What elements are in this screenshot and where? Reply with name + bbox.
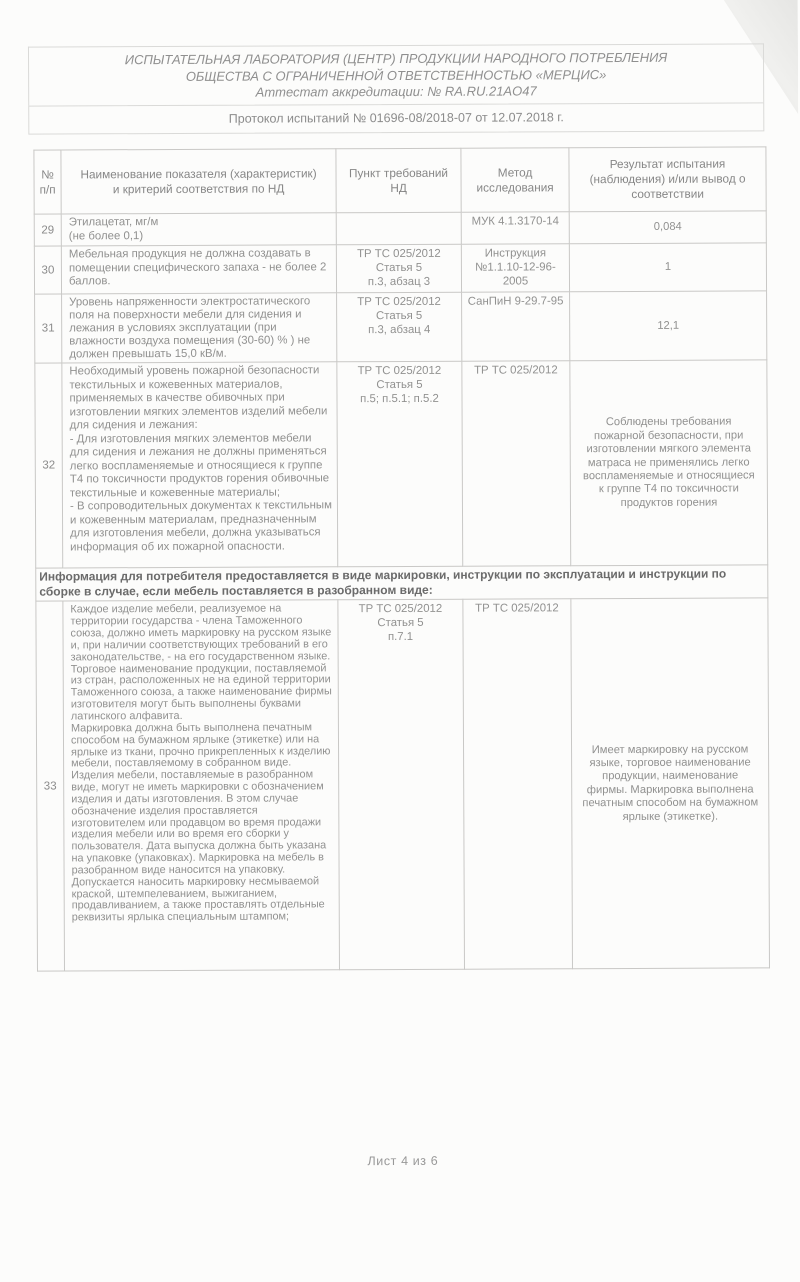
row-number: 32 bbox=[35, 363, 63, 568]
test-result: 0,084 bbox=[569, 211, 766, 244]
indicator-name: Уровень напряженности электростатического поля на поверхности мебели для сидения и лежания в условиях эксплуатации (при влажности воздуха помещения (30-60) % ) не должен превышать 15,0 кВ/м. bbox=[62, 293, 337, 363]
table-header-row bbox=[34, 147, 766, 214]
header-cell-clause: Пункт требований НД bbox=[336, 148, 461, 213]
requirement-clause bbox=[336, 212, 461, 245]
table-row-30 bbox=[34, 243, 766, 295]
lab-title-line1: ИСПЫТАТЕЛЬНАЯ ЛАБОРАТОРИЯ (ЦЕНТР) ПРОДУКЦИИ НАРОДНОГО ПОТРЕБЛЕНИЯ bbox=[124, 49, 668, 68]
header-cell-result: Результат испытания (наблюдения) и/или вывод о соответствии bbox=[569, 147, 766, 212]
requirement-clause: ТР ТС 025/2012 Статья 5 п.3, абзац 4 bbox=[337, 293, 462, 363]
row-number: 30 bbox=[34, 246, 61, 295]
indicator-name: Необходимый уровень пожарной безопасности текстильных и кожевенных материалов, применяемых в качестве обивочных при изготовлении мягких элементов изделий мебели для сидения и лежания: - Для изготовления мягких элементов мебели для сидения и лежания не должны применяться легко воспламеняемые и относящиеся к группе Т4 по токсичности продуктов горения обивочные текстильные и кожевенные материалы; - В сопроводительных документах к текстильным и кожевенным материалам, предназначенным для изготовления мебели, должна указываться информация об их пожарной опасности. bbox=[62, 362, 338, 568]
research-method: СанПиН 9-29.7-95 bbox=[462, 292, 570, 361]
header-cell-method: Метод исследования bbox=[461, 148, 569, 212]
research-method: МУК 4.1.3170-14 bbox=[461, 212, 569, 244]
table-row-32 bbox=[35, 360, 768, 568]
page-number-footer: Лист 4 из 6 bbox=[367, 1153, 439, 1169]
requirement-clause: ТР ТС 025/2012 Статья 5 п.3, абзац 3 bbox=[336, 244, 461, 293]
consumer-info-note: Информация для потребителя предоставляется в виде маркировки, инструкции по эксплуатации и инструкции по сборке в случае, если мебель поставляется в разобранном виде: bbox=[36, 565, 768, 601]
header-cell-num: № п/п bbox=[34, 150, 61, 214]
research-method: ТР ТС 025/2012 bbox=[463, 599, 573, 969]
test-result: 12,1 bbox=[570, 291, 767, 361]
row-number: 33 bbox=[36, 601, 65, 971]
table-row-33 bbox=[36, 598, 770, 971]
test-result: 1 bbox=[569, 243, 766, 292]
test-results-table bbox=[33, 146, 770, 972]
research-method: Инструкция №1.1.10-12-96- 2005 bbox=[461, 244, 569, 293]
test-result: Имеет маркировку на русском языке, торговое наименование продукции, наименование фирмы. Маркировка выполнена печатным способом на бумажном ярлыке (этикетке). bbox=[571, 598, 770, 969]
indicator-name: Мебельная продукция не должна создавать в помещении специфического запаха - не более 2 баллов. bbox=[61, 245, 336, 295]
research-method: ТР ТС 025/2012 bbox=[462, 361, 571, 566]
row-number: 31 bbox=[35, 294, 62, 363]
protocol-title: Протокол испытаний № 01696-08/2018-07 от 12.07.2018 г. bbox=[28, 102, 764, 134]
row-number: 29 bbox=[34, 214, 61, 246]
indicator-name: Каждое изделие мебели, реализуемое на территории государства - члена Таможенного союза, должно иметь маркировку на русском языке и, при наличии соответствующих требований в его законодательстве, - на его государственном языке. Торговое наименование продукции, поставляемой из стран, расположенных не на единой территории Таможенного союза, а также наименование фирмы изготовителя могут быть выполнены буквами латинского алфавита. Маркировка должна быть выполнена печатным способом на бумажном ярлыке (этикетке) или на ярлыке из ткани, прочно прикрепленных к изделию мебели, поставляемому в собранном виде. Изделия мебели, поставляемые в разобранном виде, могут не иметь маркировки с обозначением изделия и даты изготовления. В этом случае обозначение изделия проставляется изготовителем или продавцом во время продажи изделия мебели или во время его сборки у пользователя. Дата выпуска должна быть указана на упаковке (упаковках). Маркировка на мебель в разобранном виде наносится на упаковку. Допускается наносить маркировку несмываемой краской, штемпелеванием, выжиганием, продавливанием, а также проставлять отдельные реквизиты ярлыка специальным штампом; bbox=[63, 600, 340, 971]
indicator-name: Этилацетат, мг/м (не более 0,1) bbox=[61, 213, 336, 246]
test-result: Соблюдены требования пожарной безопасности, при изготовлении мягкого элемента матраса не применялись легко воспламеняемые и относящиеся к группе Т4 по токсичности продуктов горения bbox=[570, 360, 768, 566]
lab-header-box bbox=[28, 43, 764, 105]
requirement-clause: ТР ТС 025/2012 Статья 5 п.7.1 bbox=[338, 600, 465, 971]
requirement-clause: ТР ТС 025/2012 Статья 5 п.5; п.5.1; п.5.2 bbox=[337, 362, 463, 568]
header-cell-name: Наименование показателя (характеристик) и критерий соответствия по НД bbox=[61, 149, 336, 214]
table-row-29 bbox=[34, 211, 766, 246]
lab-title-line2: ОБЩЕСТВА С ОГРАНИЧЕННОЙ ОТВЕТСТВЕННОСТЬЮ «МЕРЦИС» bbox=[185, 66, 607, 84]
table-row-31 bbox=[35, 291, 767, 363]
consumer-info-note-row bbox=[36, 565, 768, 601]
accreditation-line: Аттестат аккредитации: № RA.RU.21AO47 bbox=[255, 83, 537, 100]
